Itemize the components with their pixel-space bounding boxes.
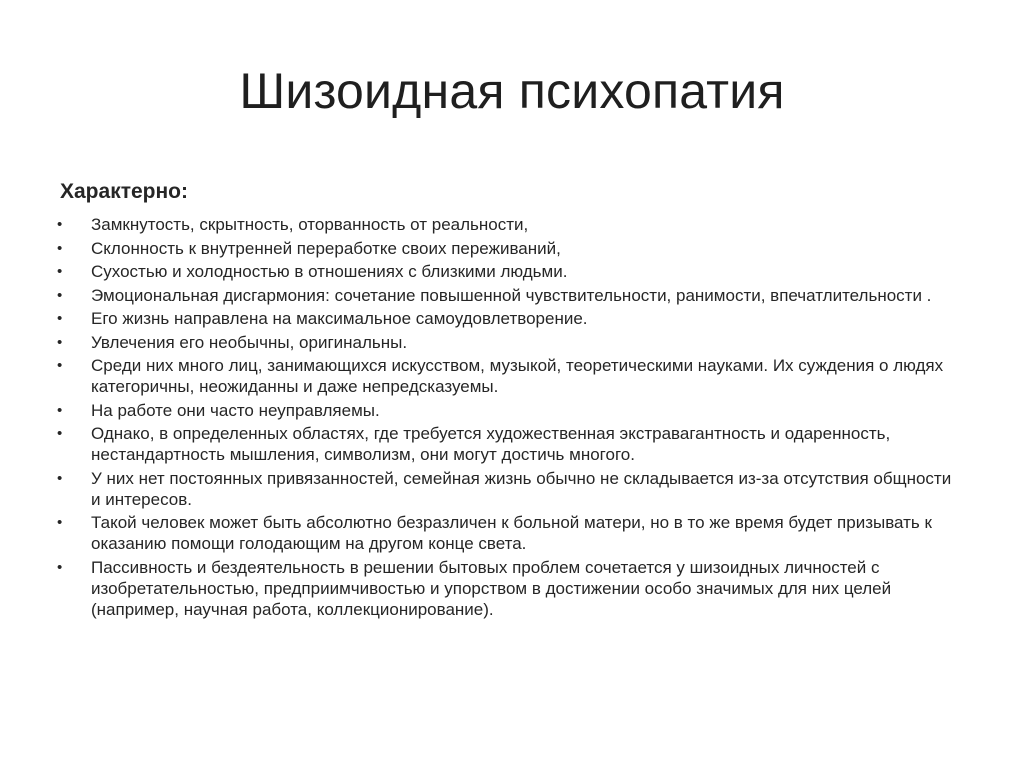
bullet-icon: •: [57, 425, 63, 442]
bullet-icon: •: [57, 558, 63, 576]
bullet-icon: •: [57, 216, 63, 233]
list-item-text: Однако, в определенных областях, где требуется художественная экстравагантность и одаренность, нестандартность мышления, символизм, они могут достичь многого.: [91, 424, 891, 464]
list-item-text: На работе они часто неуправляемы.: [91, 400, 380, 420]
bullet-icon: •: [57, 310, 63, 327]
list-item: [55, 423, 965, 465]
list-item: [55, 355, 965, 397]
bullet-icon: •: [57, 239, 63, 257]
bullet-icon: •: [57, 401, 63, 419]
list-item-text: У них нет постоянных привязанностей, семейная жизнь обычно не складывается из-за отсутствия общности и интересов.: [91, 468, 952, 509]
list-item-text: Эмоциональная дисгармония: сочетание повышенной чувствительности, ранимости, впечатлительности .: [91, 285, 932, 305]
list-item: [55, 468, 965, 510]
list-item-text: Такой человек может быть абсолютно безразличен к больной матери, но в то же время будет призывать к оказанию помощи голодающим на другом конце света.: [91, 513, 932, 553]
list-item: [55, 557, 965, 620]
bullet-icon: •: [57, 286, 63, 304]
bullet-icon: •: [57, 263, 63, 280]
bullet-list: [55, 214, 965, 622]
list-item: [55, 238, 965, 259]
slide-subtitle: Характерно:: [60, 180, 188, 203]
list-item-text: Сухостью и холодностью в отношениях с близкими людьми.: [91, 262, 568, 281]
list-item-text: Пассивность и бездеятельность в решении бытовых проблем сочетается у шизоидных личностей с изобретательностью, предприимчивостью и упорством в достижении особо значимых для них целей (например, научная работа, коллекционирование).: [91, 557, 892, 619]
list-item-text: Его жизнь направлена на максимальное самоудовлетворение.: [91, 309, 588, 328]
list-item-text: Среди них много лиц, занимающихся искусством, музыкой, теоретическими науками. Их суждения о людях категоричны, неожиданны и даже непредсказуемы.: [91, 356, 944, 396]
list-item: [55, 400, 965, 421]
list-item: [55, 285, 965, 306]
list-item: [55, 512, 965, 554]
list-item-text: Склонность к внутренней переработке своих переживаний,: [91, 238, 561, 258]
list-item-text: Увлечения его необычны, оригинальны.: [91, 332, 408, 352]
bullet-icon: •: [57, 333, 63, 351]
list-item-text: Замкнутость, скрытность, оторванность от реальности,: [91, 215, 529, 234]
list-item: [55, 261, 965, 282]
list-item: [55, 308, 965, 329]
list-item: [55, 332, 965, 353]
bullet-icon: •: [57, 514, 63, 531]
list-item: [55, 214, 965, 235]
bullet-icon: •: [57, 357, 63, 374]
bullet-icon: •: [57, 469, 63, 487]
slide-title: Шизоидная психопатия: [239, 63, 785, 119]
